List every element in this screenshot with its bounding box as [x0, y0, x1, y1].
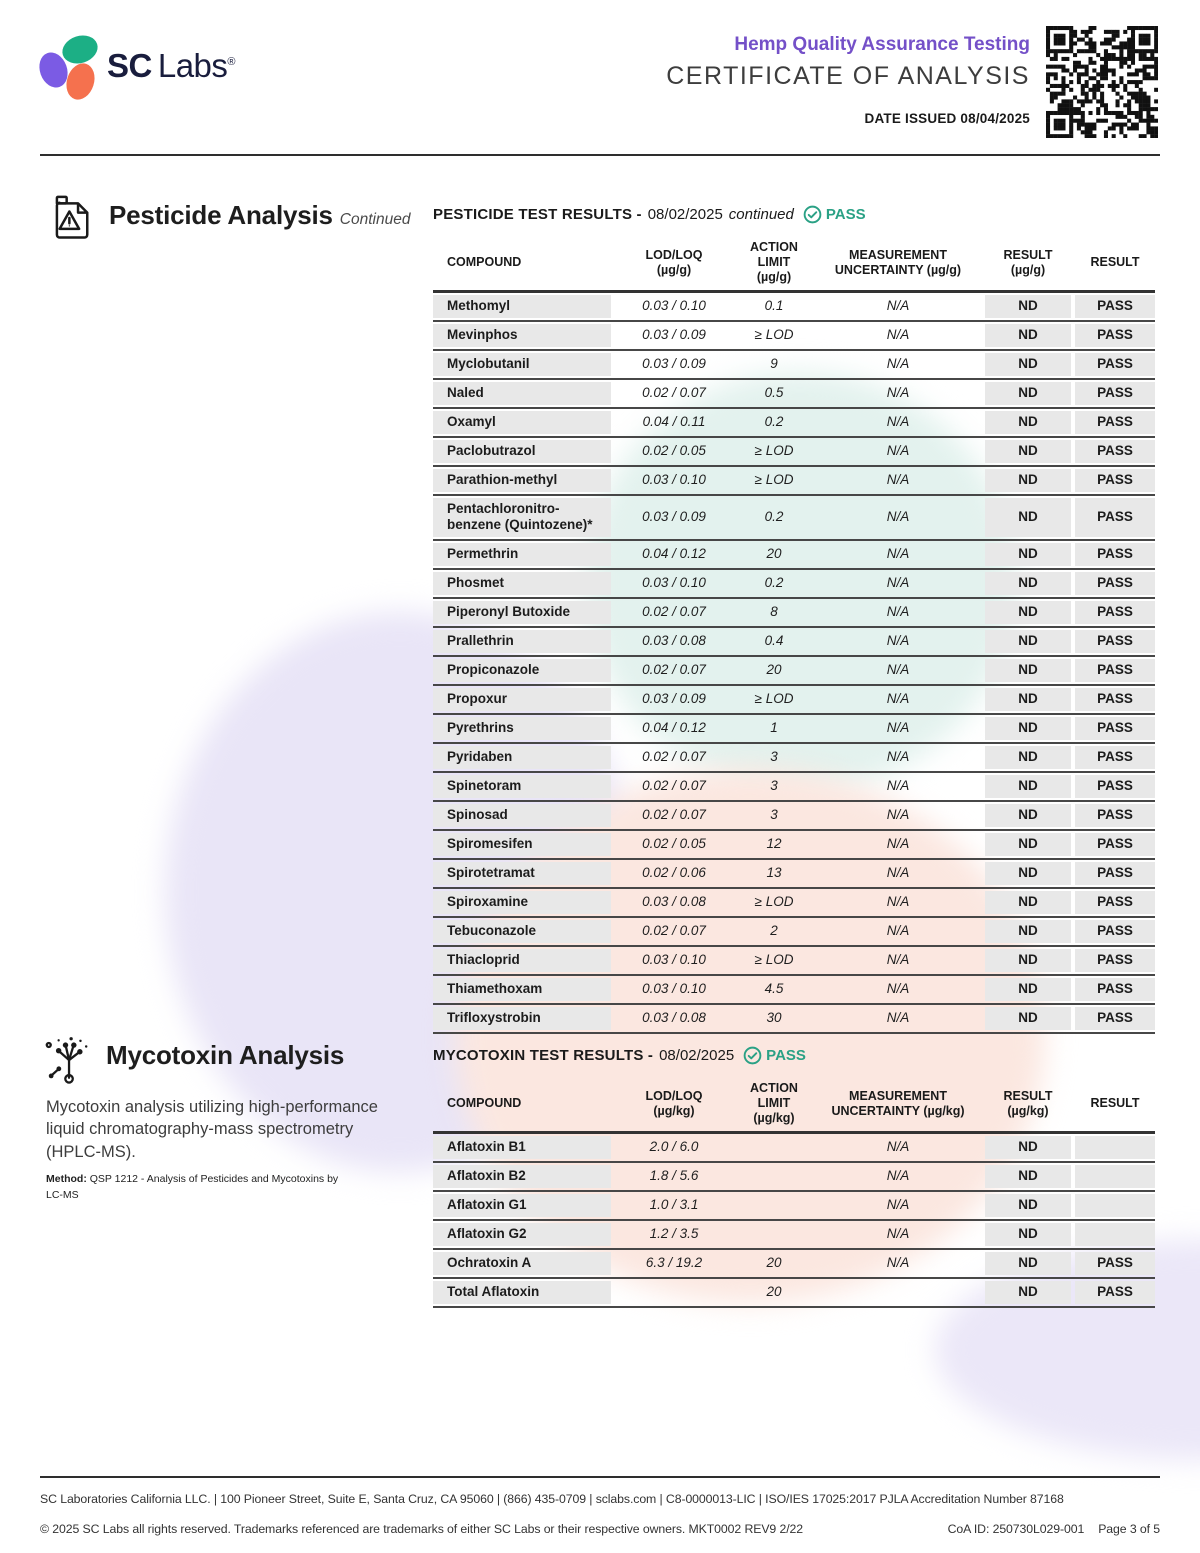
- result-value-cell: ND: [985, 295, 1071, 318]
- action-limit-cell: 13: [766, 865, 782, 880]
- action-limit-cell: 1: [770, 720, 778, 735]
- compound-cell: Tebuconazole: [433, 920, 611, 943]
- result-status-cell: PASS: [1075, 295, 1155, 318]
- result-status-cell: [1075, 1194, 1155, 1217]
- result-status-cell: PASS: [1075, 469, 1155, 492]
- table-row: [433, 409, 1155, 438]
- action-limit-cell: 2: [770, 923, 778, 938]
- uncertainty-cell: N/A: [886, 472, 910, 487]
- result-value-cell: ND: [985, 746, 1071, 769]
- result-status-cell: PASS: [1075, 411, 1155, 434]
- result-status-cell: PASS: [1075, 630, 1155, 653]
- lod-loq-cell: 0.03 / 0.08: [642, 894, 706, 909]
- lod-loq-cell: 2.0 / 6.0: [649, 1139, 699, 1154]
- header-divider: [40, 154, 1160, 156]
- compound-cell: Phosmet: [433, 572, 611, 595]
- result-status-cell: PASS: [1075, 775, 1155, 798]
- lod-loq-cell: 0.03 / 0.10: [642, 952, 706, 967]
- compound-cell: Prallethrin: [433, 630, 611, 653]
- compound-cell: Spirotetramat: [433, 862, 611, 885]
- copyright-text: © 2025 SC Labs all rights reserved. Trademarks referenced are trademarks of either SC Labs or their respective owners. MKT0002 REV9 2/22: [40, 1522, 804, 1536]
- footer-lab-info: SC Laboratories California LLC. | 100 Pioneer Street, Suite E, Santa Cruz, CA 95060 | (866) 435-0709 | sclabs.com | C8-0000013-LIC | ISO/IES 17025:2017 PJLA Accreditation Number 87168: [40, 1492, 1064, 1506]
- compound-cell: Myclobutanil: [433, 353, 611, 376]
- column-header: RESULT (µg/g): [1003, 247, 1053, 277]
- table-row: [433, 715, 1155, 744]
- result-value-cell: ND: [985, 382, 1071, 405]
- compound-cell: Trifloxystrobin: [433, 1007, 611, 1030]
- compound-cell: Parathion-methyl: [433, 469, 611, 492]
- lod-loq-cell: 0.03 / 0.08: [642, 1010, 706, 1025]
- uncertainty-cell: N/A: [886, 443, 910, 458]
- action-limit-cell: 0.2: [764, 414, 784, 429]
- compound-cell: Naled: [433, 382, 611, 405]
- table-row: [433, 1279, 1155, 1308]
- section-title: Mycotoxin Analysis: [106, 1040, 345, 1070]
- column-header: LOD/LOQ (µg/g): [645, 247, 703, 277]
- action-limit-cell: 3: [770, 807, 778, 822]
- uncertainty-cell: N/A: [886, 633, 910, 648]
- mycotoxin-table-header: [433, 1081, 1155, 1134]
- compound-cell: Aflatoxin B1: [433, 1136, 611, 1159]
- compound-cell: Total Aflatoxin: [433, 1281, 611, 1304]
- table-row: [433, 628, 1155, 657]
- lod-loq-cell: 0.03 / 0.10: [642, 298, 706, 313]
- result-value-cell: ND: [985, 353, 1071, 376]
- action-limit-cell: 0.2: [764, 575, 784, 590]
- compound-cell: Propoxur: [433, 688, 611, 711]
- compound-cell: Pyridaben: [433, 746, 611, 769]
- lod-loq-cell: 0.03 / 0.09: [642, 691, 706, 706]
- uncertainty-cell: N/A: [886, 575, 910, 590]
- result-status-cell: [1075, 1223, 1155, 1246]
- compound-cell: Aflatoxin B2: [433, 1165, 611, 1188]
- compound-cell: Mevinphos: [433, 324, 611, 347]
- lod-loq-cell: 0.02 / 0.07: [642, 749, 706, 764]
- uncertainty-cell: N/A: [886, 1010, 910, 1025]
- action-limit-cell: 4.5: [764, 981, 784, 996]
- lod-loq-cell: 0.02 / 0.07: [642, 662, 706, 677]
- compound-cell: Spiroxamine: [433, 891, 611, 914]
- column-header: ACTION LIMIT (µg/g): [750, 240, 798, 284]
- lod-loq-cell: [615, 1281, 733, 1304]
- table-row: [433, 380, 1155, 409]
- coa-id: CoA ID: 250730L029-001: [947, 1522, 1085, 1536]
- lod-loq-cell: 0.02 / 0.07: [642, 923, 706, 938]
- column-header: MEASUREMENT UNCERTAINTY (µg/g): [834, 247, 962, 277]
- uncertainty-cell: N/A: [886, 720, 910, 735]
- mycotoxin-table: [433, 1046, 1155, 1308]
- mycotoxin-table-body: [433, 1134, 1155, 1308]
- result-value-cell: ND: [985, 949, 1071, 972]
- compound-cell: Paclobutrazol: [433, 440, 611, 463]
- lod-loq-cell: 0.03 / 0.10: [642, 575, 706, 590]
- result-value-cell: ND: [985, 688, 1071, 711]
- uncertainty-cell: N/A: [886, 691, 910, 706]
- result-value-cell: ND: [985, 1281, 1071, 1304]
- pesticide-jug-icon: [45, 192, 97, 244]
- table-row: [433, 1163, 1155, 1192]
- result-value-cell: ND: [985, 775, 1071, 798]
- column-header: MEASUREMENT UNCERTAINTY (µg/kg): [831, 1088, 965, 1118]
- table-row: [433, 947, 1155, 976]
- result-value-cell: ND: [985, 659, 1071, 682]
- column-header: ACTION LIMIT (µg/kg): [750, 1081, 798, 1125]
- document-header: [560, 34, 1030, 126]
- result-status-cell: PASS: [1075, 688, 1155, 711]
- column-header: RESULT: [1090, 1096, 1140, 1110]
- action-limit-cell: 0.5: [764, 385, 784, 400]
- check-circle-icon: [743, 1046, 762, 1065]
- action-limit-cell: [733, 1194, 815, 1217]
- result-value-cell: ND: [985, 440, 1071, 463]
- uncertainty-cell: N/A: [886, 778, 910, 793]
- table-row: [433, 831, 1155, 860]
- result-status-cell: PASS: [1075, 498, 1155, 537]
- compound-cell: Oxamyl: [433, 411, 611, 434]
- lod-loq-cell: 0.04 / 0.12: [642, 720, 706, 735]
- action-limit-cell: 12: [766, 836, 782, 851]
- result-status-cell: PASS: [1075, 324, 1155, 347]
- registered-mark-icon: ®: [227, 56, 236, 68]
- action-limit-cell: 30: [766, 1010, 782, 1025]
- action-limit-cell: 20: [766, 1255, 782, 1270]
- column-header: RESULT: [1090, 255, 1140, 269]
- lod-loq-cell: 0.02 / 0.05: [642, 443, 706, 458]
- result-status-cell: PASS: [1075, 1252, 1155, 1275]
- uncertainty-cell: N/A: [886, 546, 910, 561]
- result-value-cell: ND: [985, 1252, 1071, 1275]
- logo-wordmark: SC Labs®: [107, 47, 236, 84]
- result-status-cell: PASS: [1075, 978, 1155, 1001]
- uncertainty-cell: N/A: [886, 604, 910, 619]
- result-status-cell: PASS: [1075, 746, 1155, 769]
- table-row: [433, 322, 1155, 351]
- table-row: [433, 496, 1155, 541]
- action-limit-cell: ≥ LOD: [754, 472, 794, 487]
- result-status-cell: PASS: [1075, 353, 1155, 376]
- action-limit-cell: 3: [770, 749, 778, 764]
- result-value-cell: ND: [985, 543, 1071, 566]
- uncertainty-cell: [815, 1281, 981, 1304]
- action-limit-cell: ≥ LOD: [754, 691, 794, 706]
- action-limit-cell: 9: [770, 356, 778, 371]
- uncertainty-cell: N/A: [886, 1168, 910, 1183]
- lod-loq-cell: 0.04 / 0.11: [642, 414, 706, 429]
- compound-cell: Permethrin: [433, 543, 611, 566]
- action-limit-cell: ≥ LOD: [754, 894, 794, 909]
- table-row: [433, 541, 1155, 570]
- lod-loq-cell: 0.03 / 0.09: [642, 327, 706, 342]
- action-limit-cell: 20: [766, 662, 782, 677]
- footer-legal: [40, 1522, 1160, 1536]
- column-header: RESULT (µg/kg): [1003, 1088, 1053, 1118]
- action-limit-cell: ≥ LOD: [754, 327, 794, 342]
- pesticide-table-title: PESTICIDE TEST RESULTS - 08/02/2025 continued PASS: [433, 206, 866, 223]
- action-limit-cell: ≥ LOD: [754, 443, 794, 458]
- result-status-cell: [1075, 1165, 1155, 1188]
- table-row: [433, 1134, 1155, 1163]
- compound-cell: Pyrethrins: [433, 717, 611, 740]
- result-value-cell: ND: [985, 324, 1071, 347]
- uncertainty-cell: N/A: [886, 414, 910, 429]
- lod-loq-cell: 0.02 / 0.07: [642, 385, 706, 400]
- result-status-cell: PASS: [1075, 572, 1155, 595]
- qr-code: [1046, 26, 1158, 138]
- result-status-cell: PASS: [1075, 717, 1155, 740]
- table-row: [433, 351, 1155, 380]
- uncertainty-cell: N/A: [886, 298, 910, 313]
- compound-cell: Spiromesifen: [433, 833, 611, 856]
- uncertainty-cell: N/A: [886, 385, 910, 400]
- pass-badge: PASS: [803, 205, 866, 224]
- action-limit-cell: 0.4: [764, 633, 784, 648]
- result-value-cell: ND: [985, 411, 1071, 434]
- uncertainty-cell: N/A: [886, 356, 910, 371]
- compound-cell: Spinosad: [433, 804, 611, 827]
- pesticide-table: [433, 205, 1155, 1034]
- table-row: [433, 744, 1155, 773]
- footer-divider: [40, 1476, 1160, 1478]
- action-limit-cell: 8: [770, 604, 778, 619]
- pesticide-table-header: [433, 240, 1155, 293]
- table-row: [433, 773, 1155, 802]
- result-value-cell: ND: [985, 833, 1071, 856]
- result-value-cell: ND: [985, 717, 1071, 740]
- result-status-cell: PASS: [1075, 543, 1155, 566]
- uncertainty-cell: N/A: [886, 1197, 910, 1212]
- result-status-cell: PASS: [1075, 949, 1155, 972]
- mycotoxin-section-heading: [42, 1032, 344, 1084]
- column-header: COMPOUND: [447, 1096, 522, 1110]
- result-status-cell: PASS: [1075, 382, 1155, 405]
- uncertainty-cell: N/A: [886, 865, 910, 880]
- result-status-cell: PASS: [1075, 804, 1155, 827]
- result-status-cell: PASS: [1075, 659, 1155, 682]
- compound-cell: Ochratoxin A: [433, 1252, 611, 1275]
- result-value-cell: ND: [985, 1223, 1071, 1246]
- action-limit-cell: 20: [766, 1284, 782, 1299]
- result-value-cell: ND: [985, 1007, 1071, 1030]
- result-value-cell: ND: [985, 630, 1071, 653]
- result-status-cell: PASS: [1075, 862, 1155, 885]
- table-row: [433, 599, 1155, 628]
- lod-loq-cell: 0.02 / 0.06: [642, 865, 706, 880]
- program-subtitle: Hemp Quality Assurance Testing: [734, 34, 1030, 55]
- lod-loq-cell: 0.02 / 0.05: [642, 836, 706, 851]
- action-limit-cell: 0.2: [764, 509, 784, 524]
- result-value-cell: ND: [985, 572, 1071, 595]
- result-status-cell: PASS: [1075, 833, 1155, 856]
- table-row: [433, 438, 1155, 467]
- compound-cell: Thiacloprid: [433, 949, 611, 972]
- action-limit-cell: [733, 1223, 815, 1246]
- table-row: [433, 918, 1155, 947]
- logo-pebble-orange: [62, 60, 99, 104]
- result-value-cell: ND: [985, 804, 1071, 827]
- action-limit-cell: 3: [770, 778, 778, 793]
- table-row: [433, 467, 1155, 496]
- uncertainty-cell: N/A: [886, 894, 910, 909]
- table-row: [433, 570, 1155, 599]
- method-note: Method: QSP 1212 - Analysis of Pesticides and Mycotoxins by LC-MS: [46, 1173, 339, 1201]
- result-value-cell: ND: [985, 920, 1071, 943]
- compound-cell: Aflatoxin G1: [433, 1194, 611, 1217]
- compound-cell: Spinetoram: [433, 775, 611, 798]
- result-value-cell: ND: [985, 978, 1071, 1001]
- lod-loq-cell: 1.8 / 5.6: [649, 1168, 699, 1183]
- lod-loq-cell: 6.3 / 19.2: [645, 1255, 703, 1270]
- table-row: [433, 1192, 1155, 1221]
- action-limit-cell: 0.1: [764, 298, 784, 313]
- uncertainty-cell: N/A: [886, 327, 910, 342]
- page-title: CERTIFICATE OF ANALYSIS: [666, 62, 1030, 90]
- mycotoxin-description: Mycotoxin analysis utilizing high-performance liquid chromatography-mass spectrometry (HPLC-MS).: [46, 1098, 378, 1161]
- table-row: [433, 293, 1155, 322]
- action-limit-cell: 20: [766, 546, 782, 561]
- pass-badge: PASS: [743, 1046, 806, 1065]
- lod-loq-cell: 1.0 / 3.1: [649, 1197, 699, 1212]
- action-limit-cell: ≥ LOD: [754, 952, 794, 967]
- lod-loq-cell: 0.03 / 0.08: [642, 633, 706, 648]
- result-status-cell: PASS: [1075, 920, 1155, 943]
- uncertainty-cell: N/A: [886, 509, 910, 524]
- table-row: [433, 976, 1155, 1005]
- uncertainty-cell: N/A: [886, 807, 910, 822]
- mycotoxin-mold-icon: [42, 1032, 94, 1084]
- uncertainty-cell: N/A: [886, 836, 910, 851]
- table-row: [433, 860, 1155, 889]
- page-number: Page 3 of 5: [1098, 1522, 1160, 1536]
- action-limit-cell: [733, 1165, 815, 1188]
- table-row: [433, 1250, 1155, 1279]
- result-value-cell: ND: [985, 1194, 1071, 1217]
- uncertainty-cell: N/A: [886, 981, 910, 996]
- table-row: [433, 802, 1155, 831]
- result-status-cell: PASS: [1075, 891, 1155, 914]
- uncertainty-cell: N/A: [886, 1255, 910, 1270]
- table-row: [433, 1005, 1155, 1034]
- compound-cell: Piperonyl Butoxide: [433, 601, 611, 624]
- lod-loq-cell: 0.02 / 0.07: [642, 778, 706, 793]
- pesticide-section-heading: [45, 192, 410, 244]
- uncertainty-cell: N/A: [886, 749, 910, 764]
- result-value-cell: ND: [985, 1136, 1071, 1159]
- result-status-cell: PASS: [1075, 1007, 1155, 1030]
- uncertainty-cell: N/A: [886, 1226, 910, 1241]
- result-status-cell: [1075, 1136, 1155, 1159]
- column-header: LOD/LOQ (µg/kg): [645, 1088, 703, 1118]
- result-value-cell: ND: [985, 1165, 1071, 1188]
- compound-cell: Methomyl: [433, 295, 611, 318]
- table-row: [433, 686, 1155, 715]
- uncertainty-cell: N/A: [886, 923, 910, 938]
- compound-cell: Aflatoxin G2: [433, 1223, 611, 1246]
- lod-loq-cell: 0.03 / 0.10: [642, 981, 706, 996]
- lod-loq-cell: 0.03 / 0.09: [642, 356, 706, 371]
- lod-loq-cell: 0.02 / 0.07: [642, 604, 706, 619]
- check-circle-icon: [803, 205, 822, 224]
- lod-loq-cell: 0.02 / 0.07: [642, 807, 706, 822]
- continued-label: Continued: [339, 211, 411, 228]
- lod-loq-cell: 1.2 / 3.5: [649, 1226, 699, 1241]
- lod-loq-cell: 0.03 / 0.10: [642, 472, 706, 487]
- compound-cell: Propiconazole: [433, 659, 611, 682]
- lod-loq-cell: 0.03 / 0.09: [642, 509, 706, 524]
- result-value-cell: ND: [985, 601, 1071, 624]
- result-status-cell: PASS: [1075, 601, 1155, 624]
- result-value-cell: ND: [985, 469, 1071, 492]
- compound-cell: Pentachloronitro-benzene (Quintozene)*: [433, 498, 611, 537]
- date-issued: DATE ISSUED 08/04/2025: [864, 111, 1030, 126]
- result-status-cell: PASS: [1075, 1281, 1155, 1304]
- column-header: COMPOUND: [447, 255, 522, 269]
- table-row: [433, 1221, 1155, 1250]
- mycotoxin-table-title: MYCOTOXIN TEST RESULTS - 08/02/2025 PASS: [433, 1047, 806, 1064]
- section-title: Pesticide Analysis Continued: [109, 200, 411, 230]
- pesticide-table-body: [433, 293, 1155, 1034]
- result-status-cell: PASS: [1075, 440, 1155, 463]
- compound-cell: Thiamethoxam: [433, 978, 611, 1001]
- table-row: [433, 657, 1155, 686]
- lod-loq-cell: 0.04 / 0.12: [642, 546, 706, 561]
- result-value-cell: ND: [985, 498, 1071, 537]
- uncertainty-cell: N/A: [886, 952, 910, 967]
- table-row: [433, 889, 1155, 918]
- action-limit-cell: [733, 1136, 815, 1159]
- uncertainty-cell: N/A: [886, 1139, 910, 1154]
- result-value-cell: ND: [985, 862, 1071, 885]
- uncertainty-cell: N/A: [886, 662, 910, 677]
- result-value-cell: ND: [985, 891, 1071, 914]
